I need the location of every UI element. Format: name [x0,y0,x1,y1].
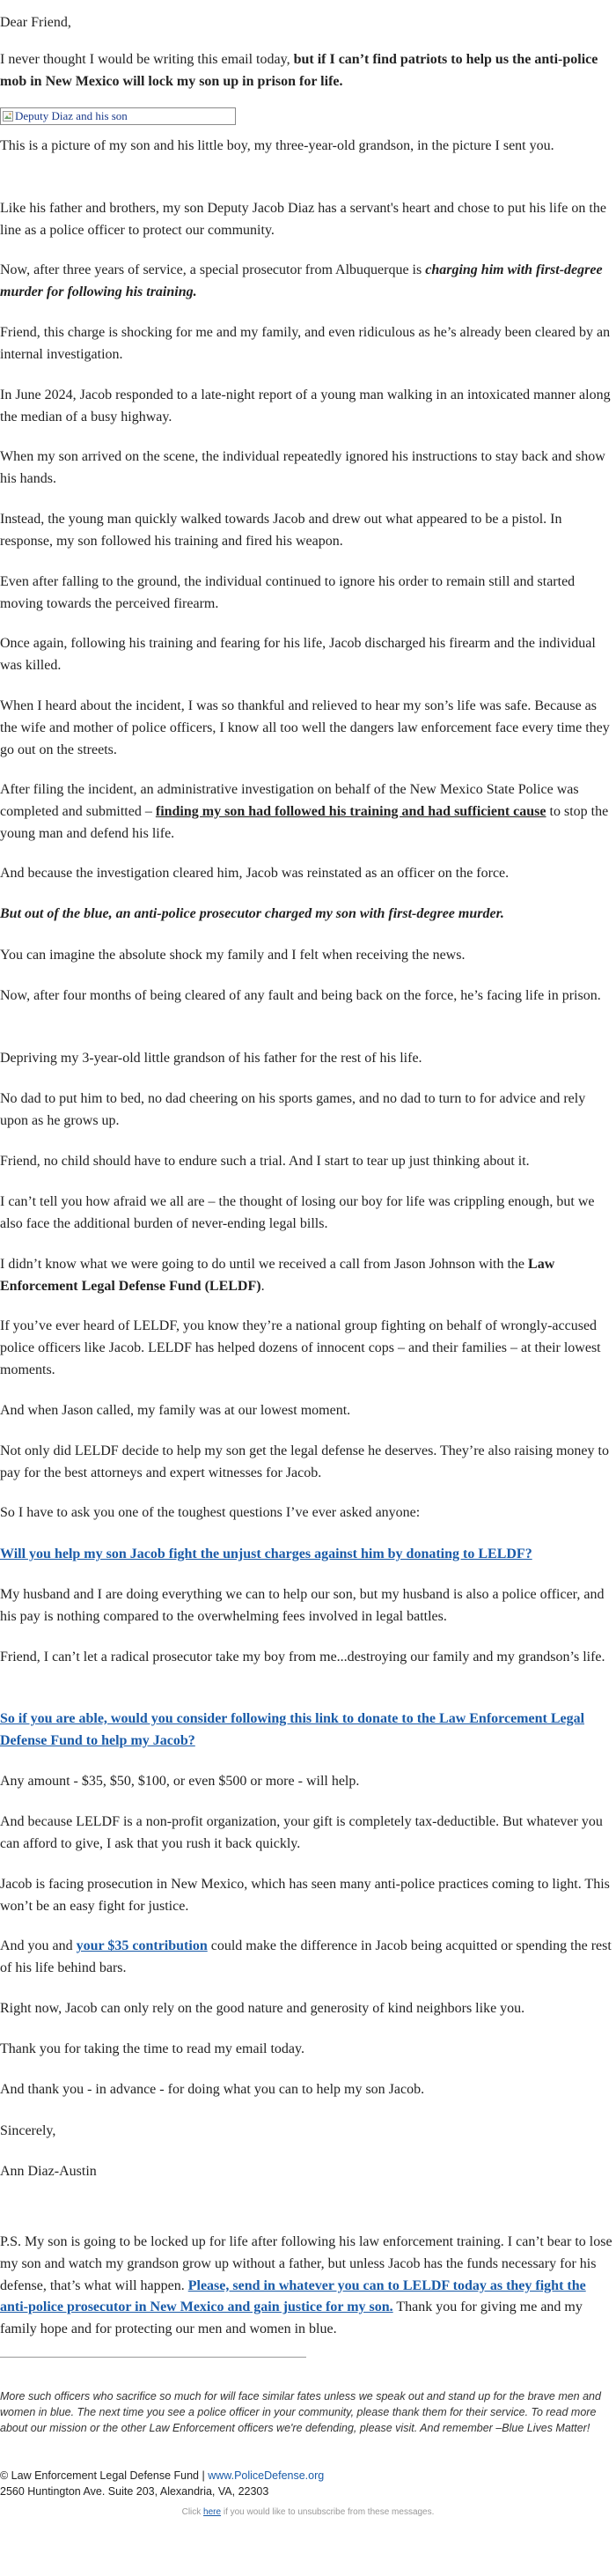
intro-paragraph: I never thought I would be writing this email today, but if I can’t find patriots to help us the anti-police mob in New Mexico will lock my son up in prison for life. [0,52,598,89]
paragraph: Friend, this charge is shocking for me and my family, and even ridiculous as he’s already been cleared by an internal investigation. [0,325,611,362]
ps-paragraph: P.S. My son is going to be locked up for life after following his law enforcement training. I can’t bear to lose my son and watch my grandson grow up without a father, but unless Jacob has the funds necessary for his defense, that’s what will happen. Please, send in whatever you can to LELDF today as they fight the anti-police prosecutor in New Mexico and gain justice for my son. Thank you for giving me and my family hope and for protecting our men and women in blue. [0,2234,612,2337]
paragraph: My husband and I are doing everything we can to help our son, but my husband is also a police officer, and his pay is nothing compared to the overwhelming fees involved in legal battles. [0,1587,605,1624]
paragraph: Friend, I can’t let a radical prosecutor take my boy from me...destroying our family and my grandson’s life. [0,1650,605,1664]
paragraph: And when Jason called, my family was at our lowest moment. [0,1403,351,1418]
greeting: Dear Friend, [0,15,71,30]
paragraph: In June 2024, Jacob responded to a late-night report of a young man walking in an intoxicated manner along the median of a busy highway. [0,388,611,424]
divider [0,2357,306,2358]
paragraph: Any amount - $35, $50, $100, or even $500 or more - will help. [0,1774,360,1789]
paragraph: You can imagine the absolute shock my family and I felt when receiving the news. [0,948,466,963]
paragraph: Like his father and brothers, my son Deputy Jacob Diaz has a servant's heart and chose to put his life on the line as a police officer to protect our community. [0,201,606,238]
paragraph: No dad to put him to bed, no dad cheering on his sports games, and no dad to turn to for advice and rely upon as he grows up. [0,1091,586,1128]
paragraph: And you and your $35 contribution could make the difference in Jacob being acquitted or spending the rest of his life behind bars. [0,1938,612,1975]
paragraph: Jacob is facing prosecution in New Mexico, which has seen many anti-police practices coming to light. This won’t be an easy fight for justice. [0,1877,610,1914]
unsubscribe-line: Click here if you would like to unsubscribe from these messages. [181,2507,435,2517]
ps-donate-link[interactable]: Please, send in whatever you can to LELDF today as they fight the anti-police prosecutor in New Mexico and gain justice for my son. [0,2277,586,2315]
footer-message: More such officers who sacrifice so much for will face similar fates unless we speak out and stand up for the brave men and women in blue. The next time you see a police officer in your community, please thank them for their service. To read more about our mission or the other Law Enforcement officers we're defending, please visit. And remember –Blue Lives Matter! [0,2390,601,2435]
paragraph: But out of the blue, an anti-police prosecutor charged my son with first-degree murder. [0,906,504,921]
paragraph: And thank you - in advance - for doing what you can to help my son Jacob. [0,2082,425,2097]
paragraph: Right now, Jacob can only rely on the good nature and generosity of kind neighbors like you. [0,2001,525,2016]
paragraph: Friend, no child should have to endure such a trial. And I start to tear up just thinking about it. [0,1154,530,1169]
unsubscribe-link[interactable]: here [203,2507,222,2517]
footer-org-info [0,2468,616,2499]
contribution-link[interactable]: your $35 contribution [76,1938,208,1953]
paragraph: I didn’t know what we were going to do until we received a call from Jason Johnson with the Law Enforcement Legal Defense Fund (LELDF). [0,1257,555,1294]
paragraph: Now, after three years of service, a special prosecutor from Albuquerque is charging him with first-degree murder for following his training. [0,262,603,299]
paragraph: Now, after four months of being cleared of any fault and being back on the force, he’s facing life in prison. [0,988,601,1003]
paragraph: When I heard about the incident, I was so thankful and relieved to hear my son’s life was safe. Because as the wife and mother of police officers, I know all too well the dangers law enforcement face every time they go out on the streets. [0,698,610,757]
paragraph: Once again, following his training and fearing for his life, Jacob discharged his firearm and the individual was killed. [0,636,596,673]
paragraph: Thank you for taking the time to read my email today. [0,2041,304,2056]
closing: Sincerely, [0,2123,56,2138]
broken-image-icon [3,111,13,122]
paragraph: Depriving my 3-year-old little grandson of his father for the rest of his life. [0,1051,422,1066]
paragraph: And because LELDF is a non-profit organization, your gift is completely tax-deductible. But whatever you can afford to give, I ask that you rush it back quickly. [0,1814,603,1851]
paragraph: After filing the incident, an administrative investigation on behalf of the New Mexico State Police was completed and submitted – finding my son had followed his training and had sufficient cause to stop the young man and defend his life. [0,782,609,841]
paragraph: When my son arrived on the scene, the individual repeatedly ignored his instructions to stay back and show his hands. [0,449,605,486]
paragraph: So I have to ask you one of the toughest questions I’ve ever asked anyone: [0,1505,421,1520]
paragraph: And because the investigation cleared him, Jacob was reinstated as an officer on the force. [0,866,510,881]
deputy-photo [0,107,236,125]
image-alt-text: Deputy Diaz and his son [15,109,128,122]
donate-link-2[interactable]: So if you are able, would you consider following this link to donate to the Law Enforcement Legal Defense Fund to help my Jacob? [0,1711,585,1748]
address-line: 2560 Huntington Ave. Suite 203, Alexandria, VA, 22303 [0,2485,269,2498]
donate-link-1[interactable]: Will you help my son Jacob fight the unjust charges against him by donating to LELDF? [0,1546,532,1561]
paragraph: Even after falling to the ground, the individual continued to ignore his order to remain still and started moving towards the perceived firearm. [0,574,576,611]
copyright-line: © Law Enforcement Legal Defense Fund | www.PoliceDefense.org [0,2469,325,2482]
paragraph: Instead, the young man quickly walked towards Jacob and drew out what appeared to be a pistol. In response, my son followed his training and fired his weapon. [0,512,562,549]
website-link[interactable]: www.PoliceDefense.org [208,2469,325,2482]
paragraph: This is a picture of my son and his little boy, my three-year-old grandson, in the picture I sent you. [0,138,554,153]
paragraph: Not only did LELDF decide to help my son get the legal defense he deserves. They’re also raising money to pay for the best attorneys and expert witnesses for Jacob. [0,1443,609,1480]
paragraph: If you’ve ever heard of LELDF, you know they’re a national group fighting on behalf of wrongly-accused police officers like Jacob. LELDF has helped dozens of innocent cops – and their families – at their lowest moments. [0,1318,601,1377]
paragraph: I can’t tell you how afraid we all are – the thought of losing our boy for life was crippling enough, but we also face the additional burden of never-ending legal bills. [0,1194,595,1231]
signature: Ann Diaz-Austin [0,2164,97,2179]
